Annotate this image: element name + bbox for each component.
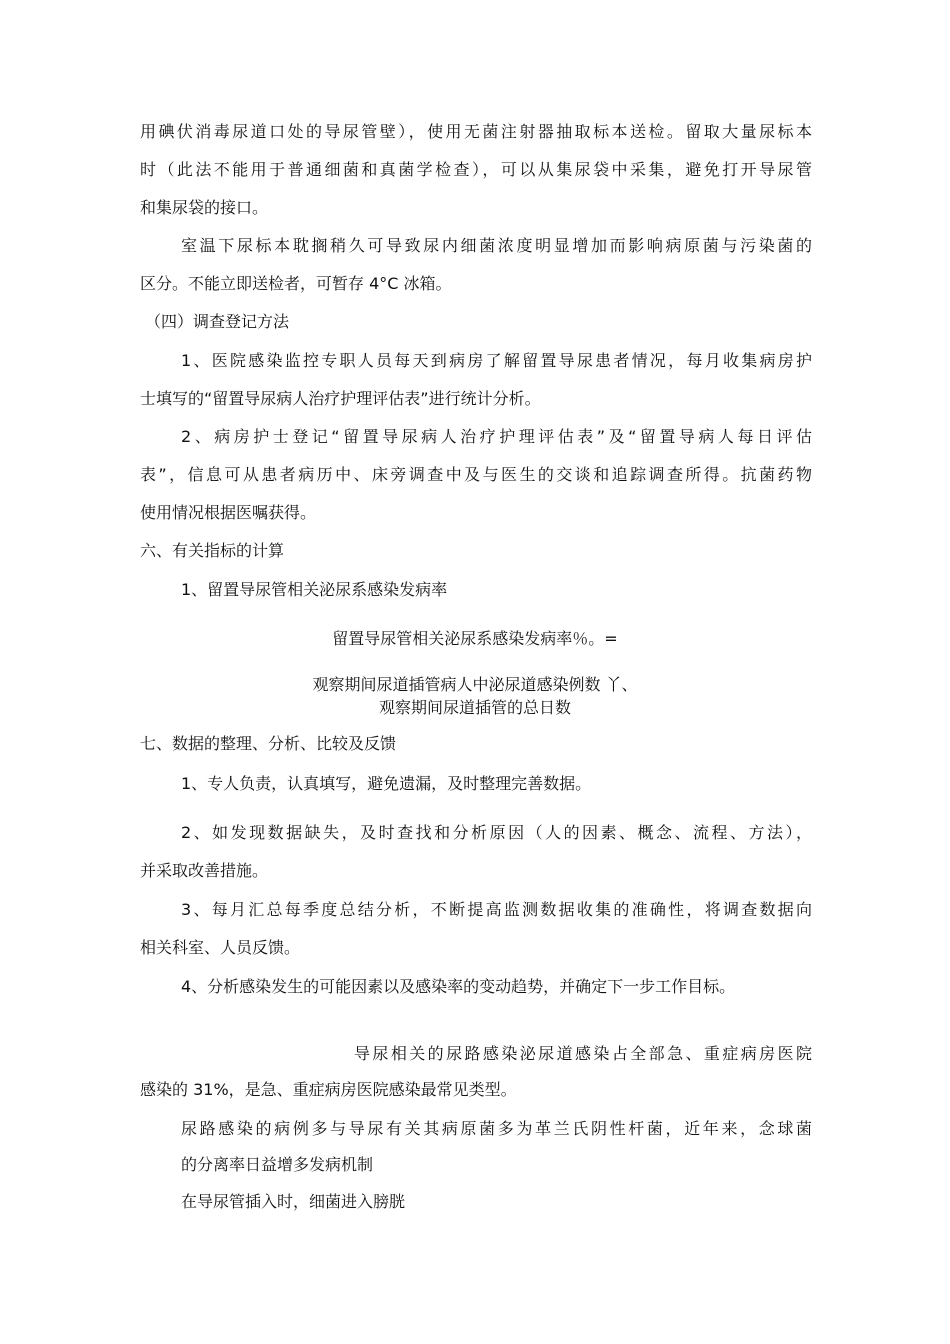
text-line-4: 室温下尿标本耽搁稍久可导致尿内细菌浓度明显增加而影响病原菌与污染菌的 [181,236,812,255]
section-heading-data-processing: 七、数据的整理、分析、比较及反馈 [140,734,397,753]
text-line-7: 1、医院感染监控专职人员每天到病房了解留置导尿患者情况，每月收集病房护 [181,351,812,370]
text-line-19: 2、如发现数据缺失，及时查找和分析原因（人的因素、概念、流程、方法）， [181,823,812,842]
text-line-20: 并采取改善措施。 [140,861,269,880]
text-line-3: 和集尿袋的接口。 [140,198,269,217]
text-line-10: 表”，信息可从患者病历中、床旁调查中及与医生的交谈和追踪调查所得。抗菌药物 [140,465,812,484]
text-line-22: 相关科室、人员反馈。 [140,938,301,957]
formula-denominator: 观察期间尿道插管的总日数 [378,698,571,717]
text-line-11: 使用情况根据医嘱获得。 [140,503,317,522]
text-line-5: 区分。不能立即送检者，可暂存 4°C 冰箱。 [140,274,452,293]
text-line-9: 2、病房护士登记“留置导尿病人治疗护理评估表”及“留置导病人每日评估 [181,427,812,446]
subheading-infection-rate: 1、留置导尿管相关泌尿系感染发病率 [181,580,448,599]
text-line-1: 用碘伏消毒尿道口处的导尿管壁），使用无菌注射器抽取标本送检。留取大量尿标本 [140,122,812,141]
text-line-2: 时（此法不能用于普通细菌和真菌学检查），可以从集尿袋中采集，避免打开导尿管 [140,160,812,179]
section-heading-survey-method: （四）调查登记方法 [145,312,290,331]
text-line-8: 士填写的“留置导尿病人治疗护理评估表”进行统计分析。 [140,389,541,408]
text-line-24: 导尿相关的尿路感染泌尿道感染占全部急、重症病房医院 [354,1044,812,1063]
section-heading-indicators: 六、有关指标的计算 [140,541,285,560]
text-line-21: 3、每月汇总每季度总结分析，不断提高监测数据收集的准确性，将调查数据向 [181,900,812,919]
formula-numerator: 观察期间尿道插管病人中泌尿道感染例数 丫、 [312,675,638,694]
text-line-23: 4、分析感染发生的可能因素以及感染率的变动趋势，并确定下一步工作目标。 [181,977,736,996]
formula-title: 留置导尿管相关泌尿系感染发病率％。= [332,629,618,648]
text-line-26: 尿路感染的病例多与导尿有关其病原菌多为革兰氏阴性杆菌，近年来，念球菌 [181,1119,812,1138]
text-line-18: 1、专人负责，认真填写，避免遗漏，及时整理完善数据。 [181,774,592,793]
text-line-27: 的分离率日益增多发病机制 [181,1155,374,1174]
text-line-28: 在导尿管插入时，细菌进入膀胱 [181,1192,406,1211]
text-line-25: 感染的 31%，是急、重症病房医院感染最常见类型。 [140,1080,517,1099]
